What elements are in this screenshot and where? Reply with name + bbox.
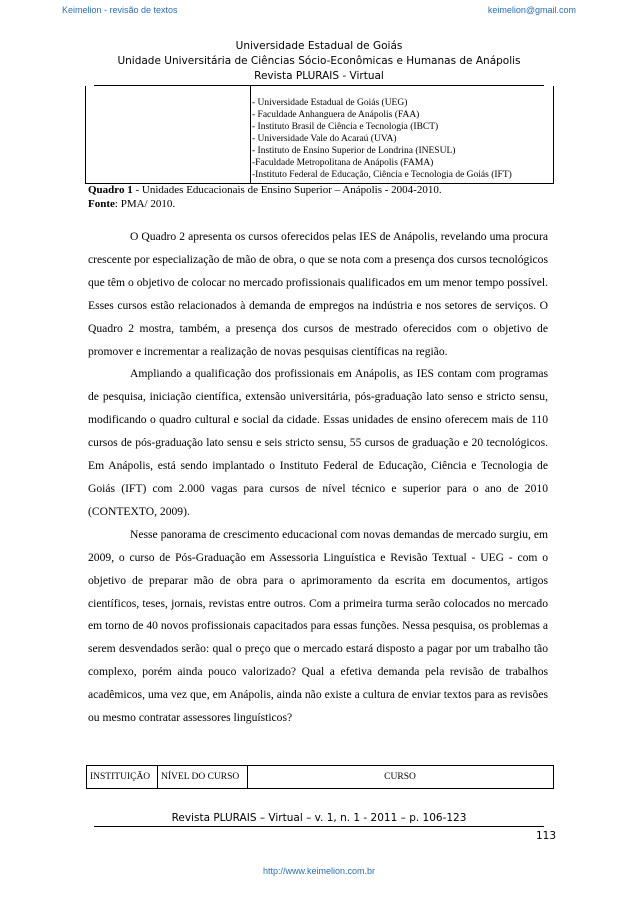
- institution-item: - Universidade Vale do Acaraú (UVA): [252, 134, 397, 144]
- institution-item: -Instituto Federal de Educação, Ciência e Tecnologia de Goiás (IFT): [252, 170, 512, 180]
- header-curso: CURSO: [384, 772, 416, 782]
- page-number: 113: [535, 830, 556, 842]
- footer-citation: Revista PLURAIS – Virtual – v. 1, n. 1 - 2011 – p. 106-123: [171, 812, 467, 824]
- quadro2-table-header: [86, 765, 554, 789]
- publisher-name: Keimelion - revisão de textos: [62, 5, 178, 15]
- institution-item: -Faculdade Metropolitana de Anápolis (FAMA): [252, 158, 434, 168]
- column-divider: [157, 766, 158, 788]
- quadro1-caption: [88, 184, 442, 196]
- header-unit: Unidade Universitária de Ciências Sócio-Econômicas e Humanas de Anápolis: [117, 55, 521, 67]
- quadro1-source: [88, 198, 175, 210]
- quadro1-table: [85, 86, 554, 184]
- institution-item: - Instituto Brasil de Ciência e Tecnologia (IBCT): [252, 122, 439, 132]
- quadro1-institution-list: [252, 97, 512, 181]
- header-instituicao: INSTITUIÇÃO: [90, 772, 151, 782]
- body-text: [88, 226, 548, 730]
- paragraph: O Quadro 2 apresenta os cursos oferecidos pelas IES de Anápolis, revelando uma procura crescente por especialização de mão de obra, o que se nota com a presença dos cursos tecnológicos que têm o objetivo de colocar no mercado profissionais qualificados em um menor tempo possível. Esses cursos estão relacionados à demanda de empregos na indústria e nos setores de serviços. O Quadro 2 mostra, também, a presença dos cursos de mestrado oferecidos com o objetivo de promover e incrementar a realização de novas pesquisas científicas na região.: [88, 230, 548, 358]
- quadro1-column-divider: [250, 86, 251, 183]
- source-label: Fonte: [88, 198, 115, 210]
- footer-url[interactable]: http://www.keimelion.com.br: [262, 866, 376, 876]
- top-bar: [62, 2, 576, 16]
- paragraph: Nesse panorama de crescimento educacional com novas demandas de mercado surgiu, em 2009, o curso de Pós-Graduação em Assessoria Linguística e Revisão Textual - UEG - com o objetivo de preparar mão de obra para o aprimoramento da escrita em documentos, artigos científicos, teses, jornais, revistas entre outros. Com a primeira turma serão colocados no mercado em torno de 40 novos profissionais capacitados para essas funções. Nessa pesquisa, os problemas a serem desvendados serão: qual o preço que o mercado estará disposto a pagar por um trabalho tão complexo, porém ainda pouco valorizado? Qual a efetiva demanda pela revisão de trabalhos acadêmicos, uma vez que, em Anápolis, ainda não existe a cultura de enviar textos para as revisões ou mesmo contratar assessores linguísticos?: [88, 527, 548, 725]
- footer-rule: [94, 826, 544, 827]
- header-university: Universidade Estadual de Goiás: [235, 40, 403, 52]
- header-journal: Revista PLURAIS - Virtual: [254, 70, 384, 82]
- institution-item: - Faculdade Anhanguera de Anápolis (FAA): [252, 110, 420, 120]
- header-nivel-do-curso: NÍVEL DO CURSO: [161, 772, 240, 782]
- publisher-email[interactable]: keimelion@gmail.com: [487, 5, 576, 15]
- institution-item: - Instituto de Ensino Superior de Londrina (INESUL): [252, 146, 456, 156]
- paragraph: Ampliando a qualificação dos profissionais em Anápolis, as IES contam com programas de pesquisa, iniciação científica, extensão universitária, pós-graduação lato senso e stricto sensu, modificando o quadro cultural e social da cidade. Essas unidades de ensino oferecem mais de 110 cursos de pós-graduação lato sensu e seis stricto sensu, 55 cursos de graduação e 20 tecnológicos. Em Anápolis, está sendo implantado o Instituto Federal de Educação, Ciência e Tecnologia de Goiás (IFT) com 2.000 vagas para cursos de nível técnico e superior para o ano de 2010 (CONTEXTO, 2009).: [88, 367, 548, 518]
- caption-label: Quadro 1: [88, 184, 133, 196]
- source-text: : PMA/ 2010.: [114, 198, 176, 210]
- institution-item: - Universidade Estadual de Goiás (UEG): [252, 98, 408, 108]
- caption-text: - Unidades Educacionais de Ensino Superior – Anápolis - 2004-2010.: [132, 184, 442, 196]
